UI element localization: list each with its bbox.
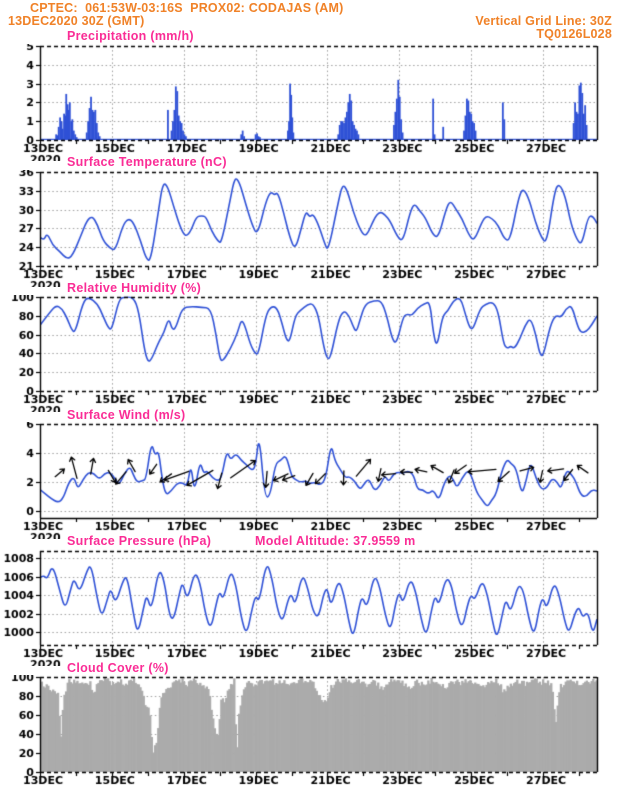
panel-title-humidity: Relative Humidity (%) bbox=[67, 281, 202, 295]
panel-title-precipitation: Precipitation (mm/h) bbox=[67, 29, 194, 43]
surface-temperature-chart bbox=[0, 170, 618, 287]
panel-title-wind: Surface Wind (m/s) bbox=[67, 408, 186, 422]
surface-pressure-chart bbox=[0, 549, 618, 666]
panel-title-pressure: Surface Pressure (hPa) bbox=[67, 534, 212, 548]
header-run-date: 13DEC2020 30Z (GMT) bbox=[8, 14, 145, 28]
precipitation-chart bbox=[0, 44, 618, 161]
header-run-id: TQ0126L028 bbox=[536, 27, 612, 41]
panel-title-cloud-cover: Cloud Cover (%) bbox=[67, 661, 169, 675]
relative-humidity-chart bbox=[0, 295, 618, 412]
panel-title-temperature: Surface Temperature (nC) bbox=[67, 155, 227, 169]
header-grid-line-label: Vertical Grid Line: 30Z bbox=[475, 14, 612, 28]
surface-wind-chart bbox=[0, 422, 618, 539]
model-altitude-label: Model Altitude: 37.9559 m bbox=[255, 534, 416, 548]
header-station-line: CPTEC: 061:53W-03:16S PROX02: CODAJAS (AM) bbox=[30, 1, 344, 15]
cloud-cover-chart bbox=[0, 675, 618, 800]
